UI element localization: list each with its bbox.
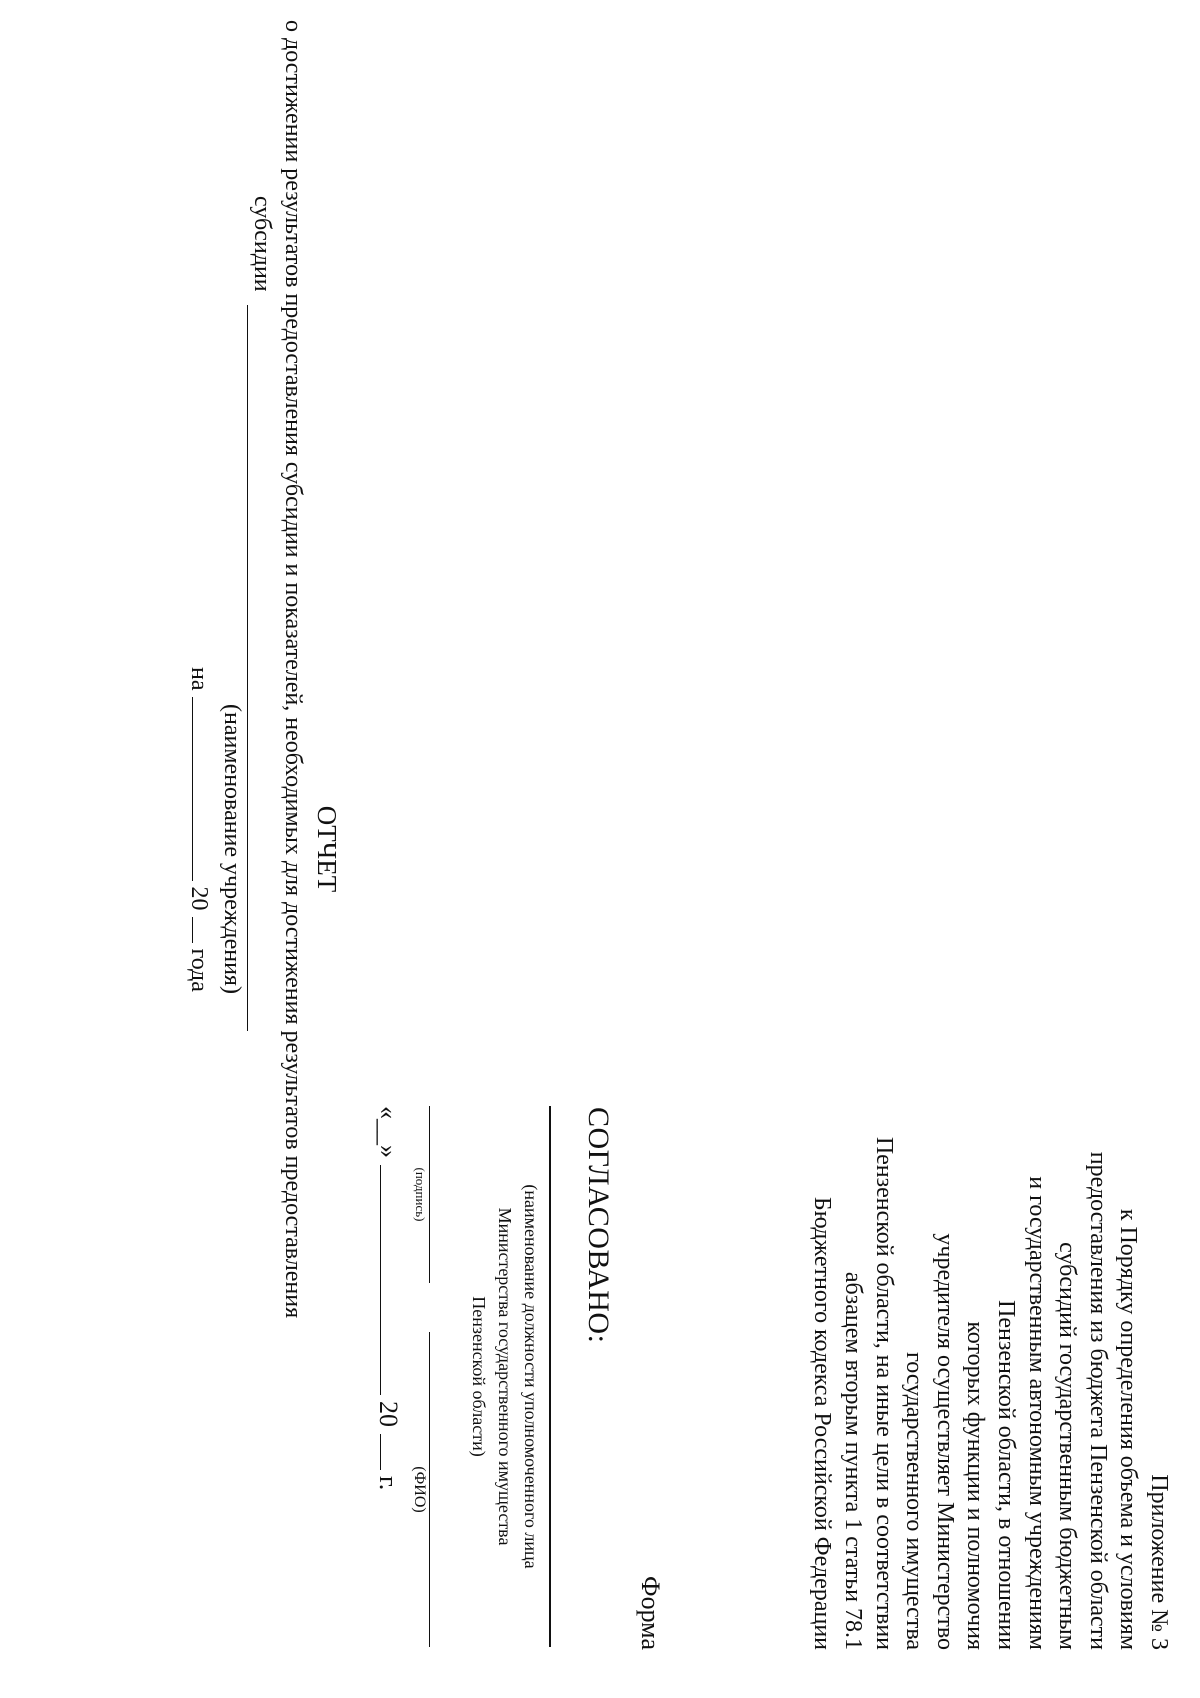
report-title: ОТЧЕТ	[312, 805, 342, 893]
fio-field[interactable]	[429, 1332, 430, 1647]
appendix-line: Пензенской области, в отношении	[993, 1300, 1020, 1650]
period-prefix: на	[186, 667, 212, 691]
period-year-field[interactable]	[192, 917, 213, 943]
position-caption-line: Министерства государственного имущества	[495, 1207, 515, 1546]
date-year-field[interactable]	[380, 1434, 401, 1470]
date-month-field[interactable]	[380, 1165, 401, 1395]
position-caption-line: (наименование должности уполномоченного лица	[521, 1184, 541, 1569]
position-caption	[466, 1106, 544, 1647]
date-suffix: г.	[374, 1476, 403, 1491]
appendix-line: субсидий государственным бюджетным	[1054, 1242, 1081, 1650]
appendix-line: Пензенской области, на иные цели в соответствии	[870, 1136, 897, 1650]
fio-caption: (ФИО)	[411, 1466, 428, 1513]
appendix-line: Приложение № 3	[1146, 1474, 1172, 1650]
report-description-cont: субсидии	[249, 196, 275, 292]
appendix-line: и государственным автономным учреждениям	[1023, 1176, 1050, 1650]
appendix-line: к Порядку определения объема и условиям	[1115, 1208, 1142, 1650]
appendix-line: государственного имущества	[901, 1351, 928, 1650]
form-label: Форма	[636, 1576, 665, 1650]
position-underline[interactable]	[549, 1106, 551, 1647]
date-year-prefix: 20	[374, 1401, 403, 1427]
period-date-field[interactable]	[192, 697, 213, 881]
signature-field[interactable]	[429, 1106, 430, 1283]
appendix-line: которых функции и полномочия	[962, 1321, 989, 1650]
period-suffix: года	[186, 948, 212, 992]
appendix-line: абзацем вторым пункта 1 статьи 78.1	[840, 1271, 867, 1650]
approval-heading: СОГЛАСОВАНО:	[582, 1107, 615, 1344]
appendix-line: предоставления из бюджета Пензенской области	[1084, 1151, 1111, 1650]
institution-field[interactable]	[247, 305, 248, 1031]
period-year-prefix: 20	[186, 886, 212, 911]
institution-caption: (наименование учреждения)	[219, 704, 245, 994]
report-description: о достижении результатов предоставления субсидии и показателей, необходимых для достижения результатов предоставления	[280, 20, 306, 1319]
report-period-row	[185, 667, 213, 992]
position-caption-line: Пензенской области)	[469, 1296, 489, 1457]
signature-caption: (подпись)	[413, 1167, 428, 1222]
appendix-line: Бюджетного кодекса Российской Федерации	[809, 1196, 836, 1650]
appendix-line: учредителя осуществляет Министерство	[931, 1233, 958, 1650]
appendix-header	[807, 950, 1174, 1650]
date-day-field[interactable]: «__»	[374, 1106, 403, 1158]
approval-date-row	[373, 1106, 403, 1490]
